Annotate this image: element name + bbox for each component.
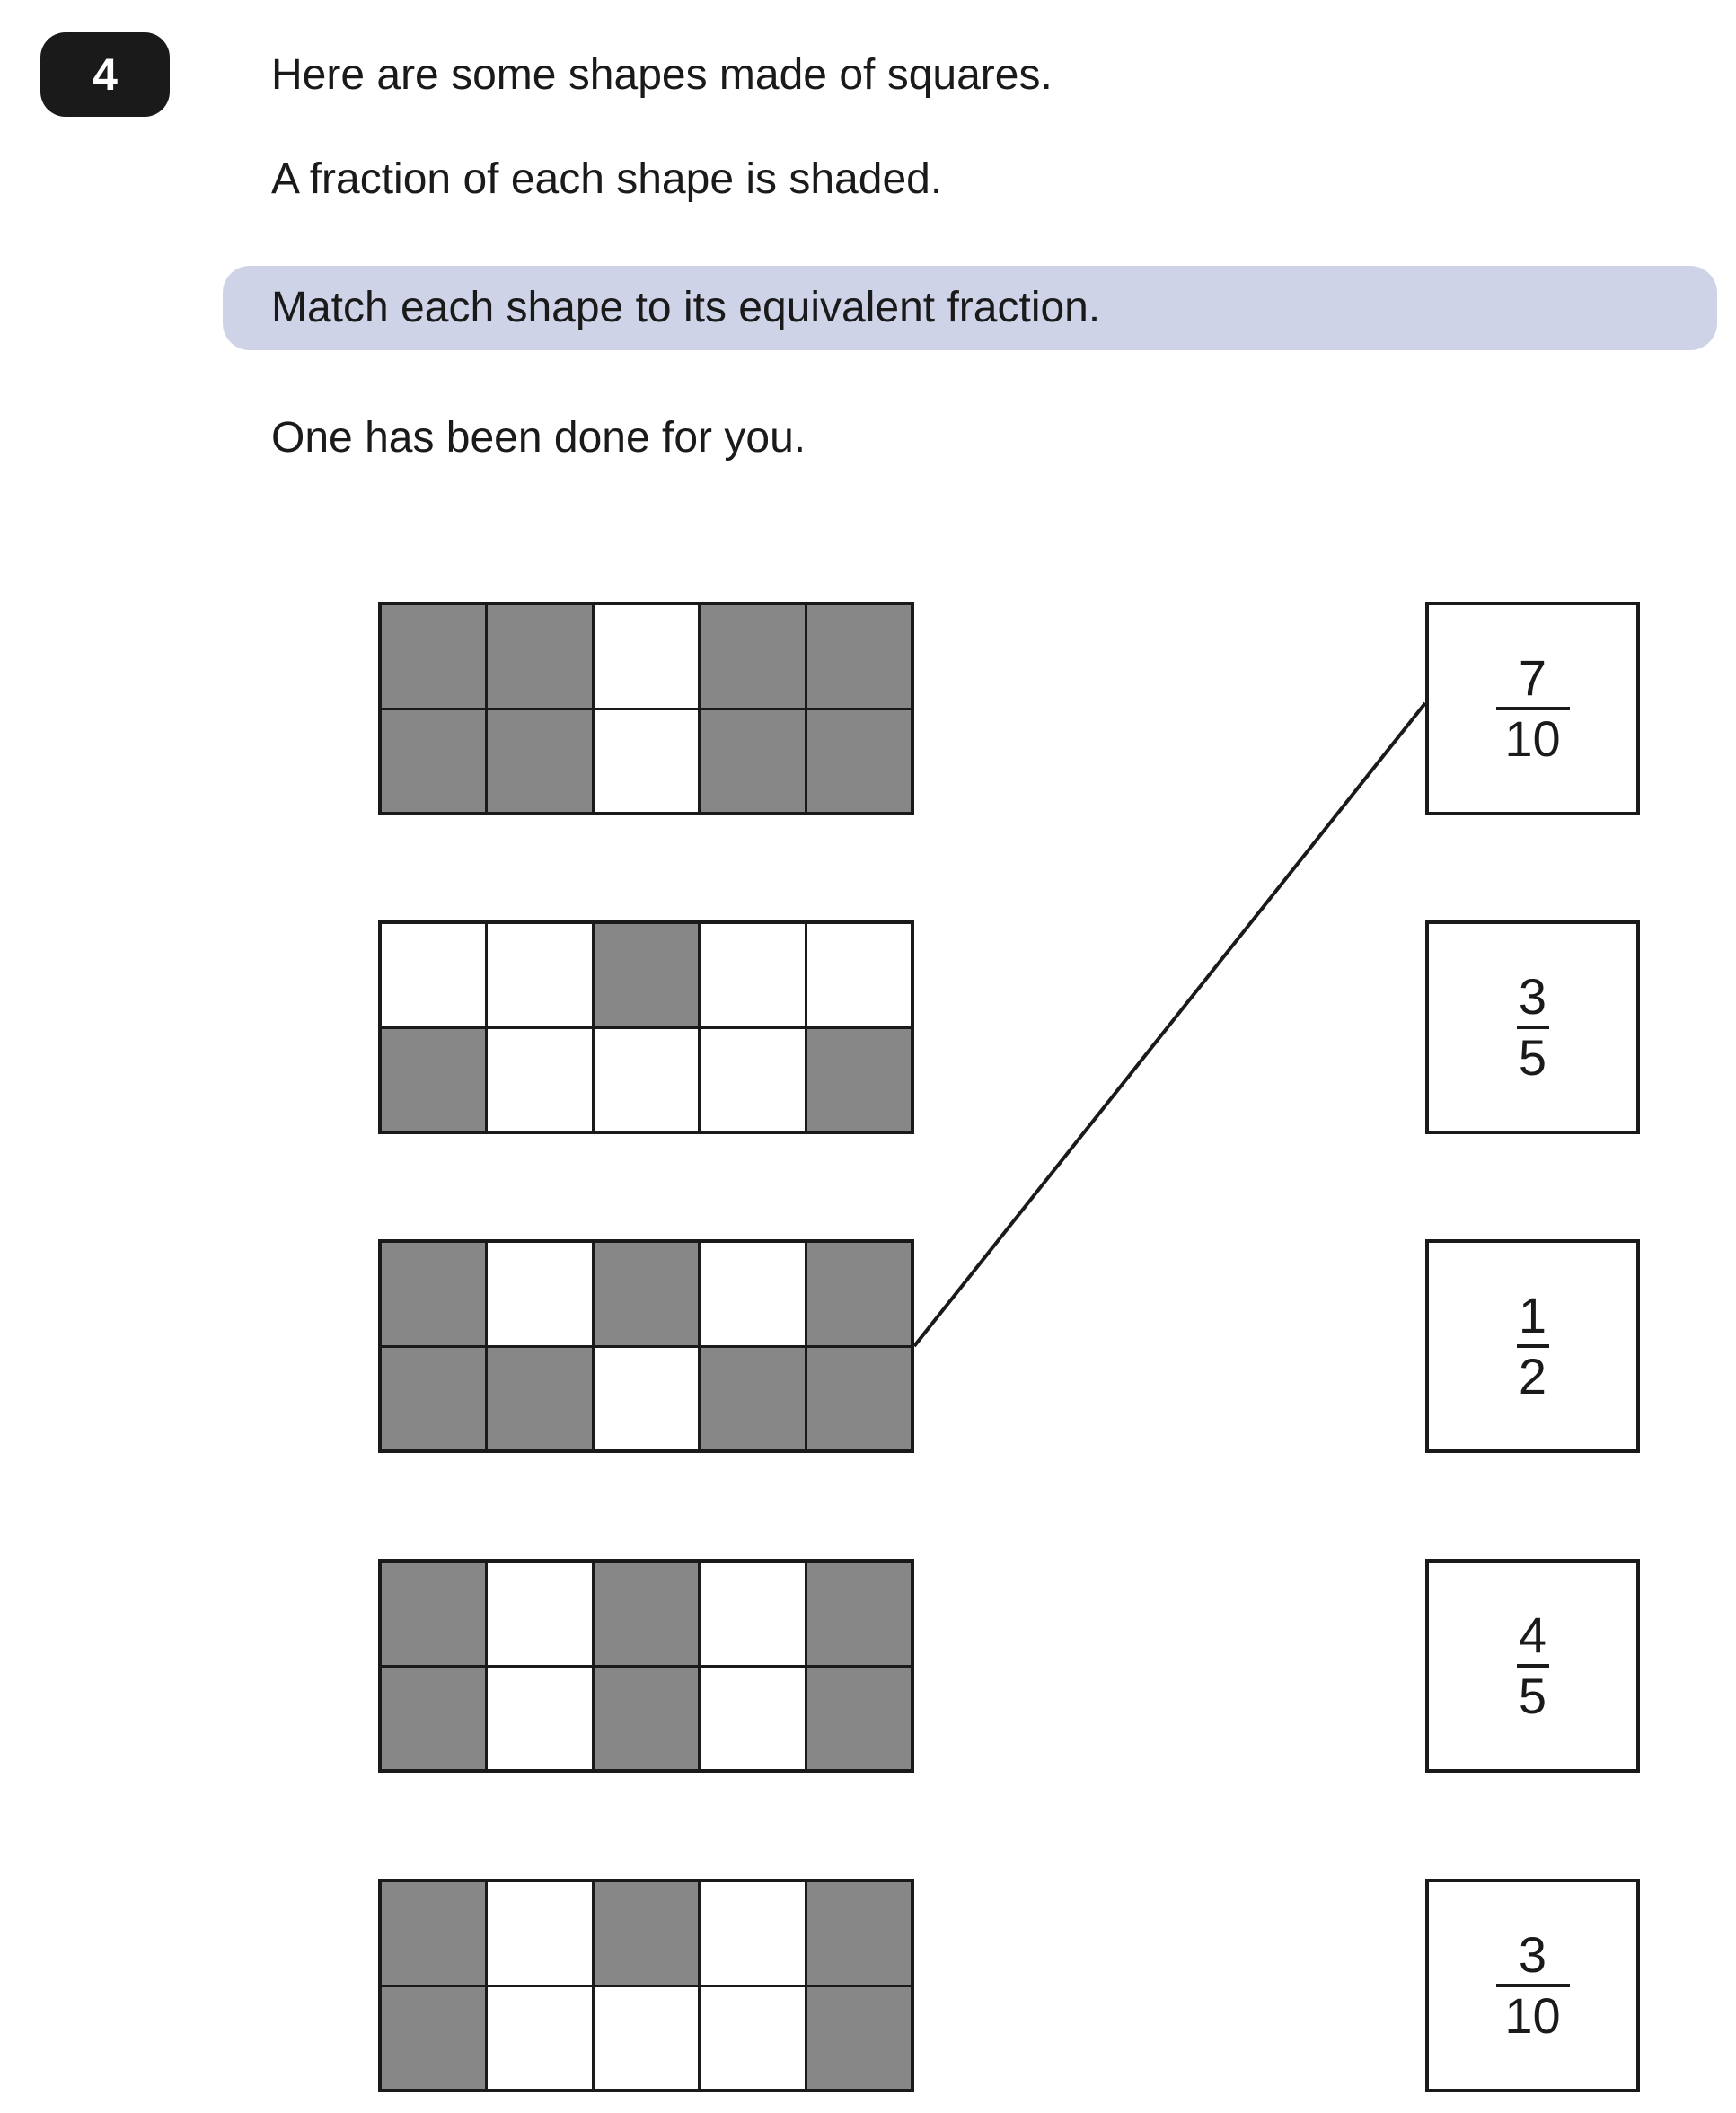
unshaded-square	[382, 924, 485, 1026]
question-number: 4	[93, 49, 118, 100]
unshaded-square	[595, 1029, 698, 1131]
shaded-square	[382, 1243, 485, 1345]
shaded-square	[807, 710, 911, 813]
shaded-square	[701, 710, 804, 813]
fraction-denominator: 5	[1518, 1668, 1547, 1724]
unshaded-square	[488, 1243, 591, 1345]
fraction	[1517, 1609, 1549, 1722]
shape-grid-2[interactable]	[378, 920, 914, 1134]
fraction-numerator: 3	[1518, 1926, 1547, 1983]
unshaded-square	[488, 1882, 591, 1985]
fraction-numerator: 1	[1518, 1287, 1547, 1343]
shaded-square	[807, 1563, 911, 1665]
unshaded-square	[701, 1882, 804, 1985]
fraction	[1496, 649, 1570, 767]
shaded-square	[382, 605, 485, 708]
unshaded-square	[488, 1029, 591, 1131]
unshaded-square	[701, 1029, 804, 1131]
shaded-square	[488, 1348, 591, 1450]
shaded-square	[382, 710, 485, 813]
fraction	[1517, 968, 1549, 1086]
unshaded-square	[488, 1668, 591, 1770]
shaded-square	[382, 1348, 485, 1450]
shaded-square	[488, 710, 591, 813]
shaded-square	[595, 924, 698, 1026]
instruction-text: Match each shape to its equivalent fraction.	[271, 284, 1101, 331]
shape-grid-4[interactable]	[378, 1559, 914, 1773]
fraction-numerator: 7	[1518, 649, 1547, 706]
shaded-square	[807, 1987, 911, 2090]
fraction	[1496, 1926, 1570, 2044]
fraction	[1517, 1287, 1549, 1404]
intro-text-1: Here are some shapes made of squares.	[271, 51, 1053, 99]
shaded-square	[595, 1668, 698, 1770]
fraction-numerator: 4	[1518, 1607, 1547, 1663]
unshaded-square	[595, 710, 698, 813]
unshaded-square	[595, 1348, 698, 1450]
fraction-box-5[interactable]	[1425, 1879, 1640, 2092]
shaded-square	[382, 1987, 485, 2090]
shaded-square	[595, 1882, 698, 1985]
fraction-box-2[interactable]	[1425, 920, 1640, 1134]
shaded-square	[807, 1243, 911, 1345]
unshaded-square	[595, 605, 698, 708]
match-line	[914, 703, 1425, 1346]
fraction-box-4[interactable]	[1425, 1559, 1640, 1773]
shape-grid-5[interactable]	[378, 1879, 914, 2092]
unshaded-square	[488, 1987, 591, 2090]
shaded-square	[701, 605, 804, 708]
note-text: One has been done for you.	[271, 414, 806, 462]
shaded-square	[807, 605, 911, 708]
shaded-square	[382, 1029, 485, 1131]
shaded-square	[488, 605, 591, 708]
fraction-box-1[interactable]	[1425, 602, 1640, 815]
shaded-square	[701, 1348, 804, 1450]
shaded-square	[382, 1882, 485, 1985]
shaded-square	[807, 1029, 911, 1131]
unshaded-square	[701, 1668, 804, 1770]
shaded-square	[382, 1668, 485, 1770]
shaded-square	[807, 1668, 911, 1770]
unshaded-square	[807, 924, 911, 1026]
shaded-square	[595, 1243, 698, 1345]
fraction-numerator: 3	[1518, 968, 1547, 1025]
fraction-denominator: 5	[1518, 1029, 1547, 1086]
shaded-square	[807, 1348, 911, 1450]
unshaded-square	[701, 1563, 804, 1665]
unshaded-square	[488, 1563, 591, 1665]
shaded-square	[382, 1563, 485, 1665]
unshaded-square	[488, 924, 591, 1026]
fraction-denominator: 10	[1504, 1987, 1561, 2044]
unshaded-square	[595, 1987, 698, 2090]
fraction-denominator: 2	[1518, 1348, 1547, 1404]
shape-grid-1[interactable]	[378, 602, 914, 815]
unshaded-square	[701, 924, 804, 1026]
question-number-badge	[40, 32, 170, 117]
shaded-square	[595, 1563, 698, 1665]
fraction-box-3[interactable]	[1425, 1239, 1640, 1453]
fraction-denominator: 10	[1504, 710, 1561, 767]
intro-text-2: A fraction of each shape is shaded.	[271, 155, 943, 203]
shaded-square	[807, 1882, 911, 1985]
unshaded-square	[701, 1987, 804, 2090]
shape-grid-3[interactable]	[378, 1239, 914, 1453]
unshaded-square	[701, 1243, 804, 1345]
